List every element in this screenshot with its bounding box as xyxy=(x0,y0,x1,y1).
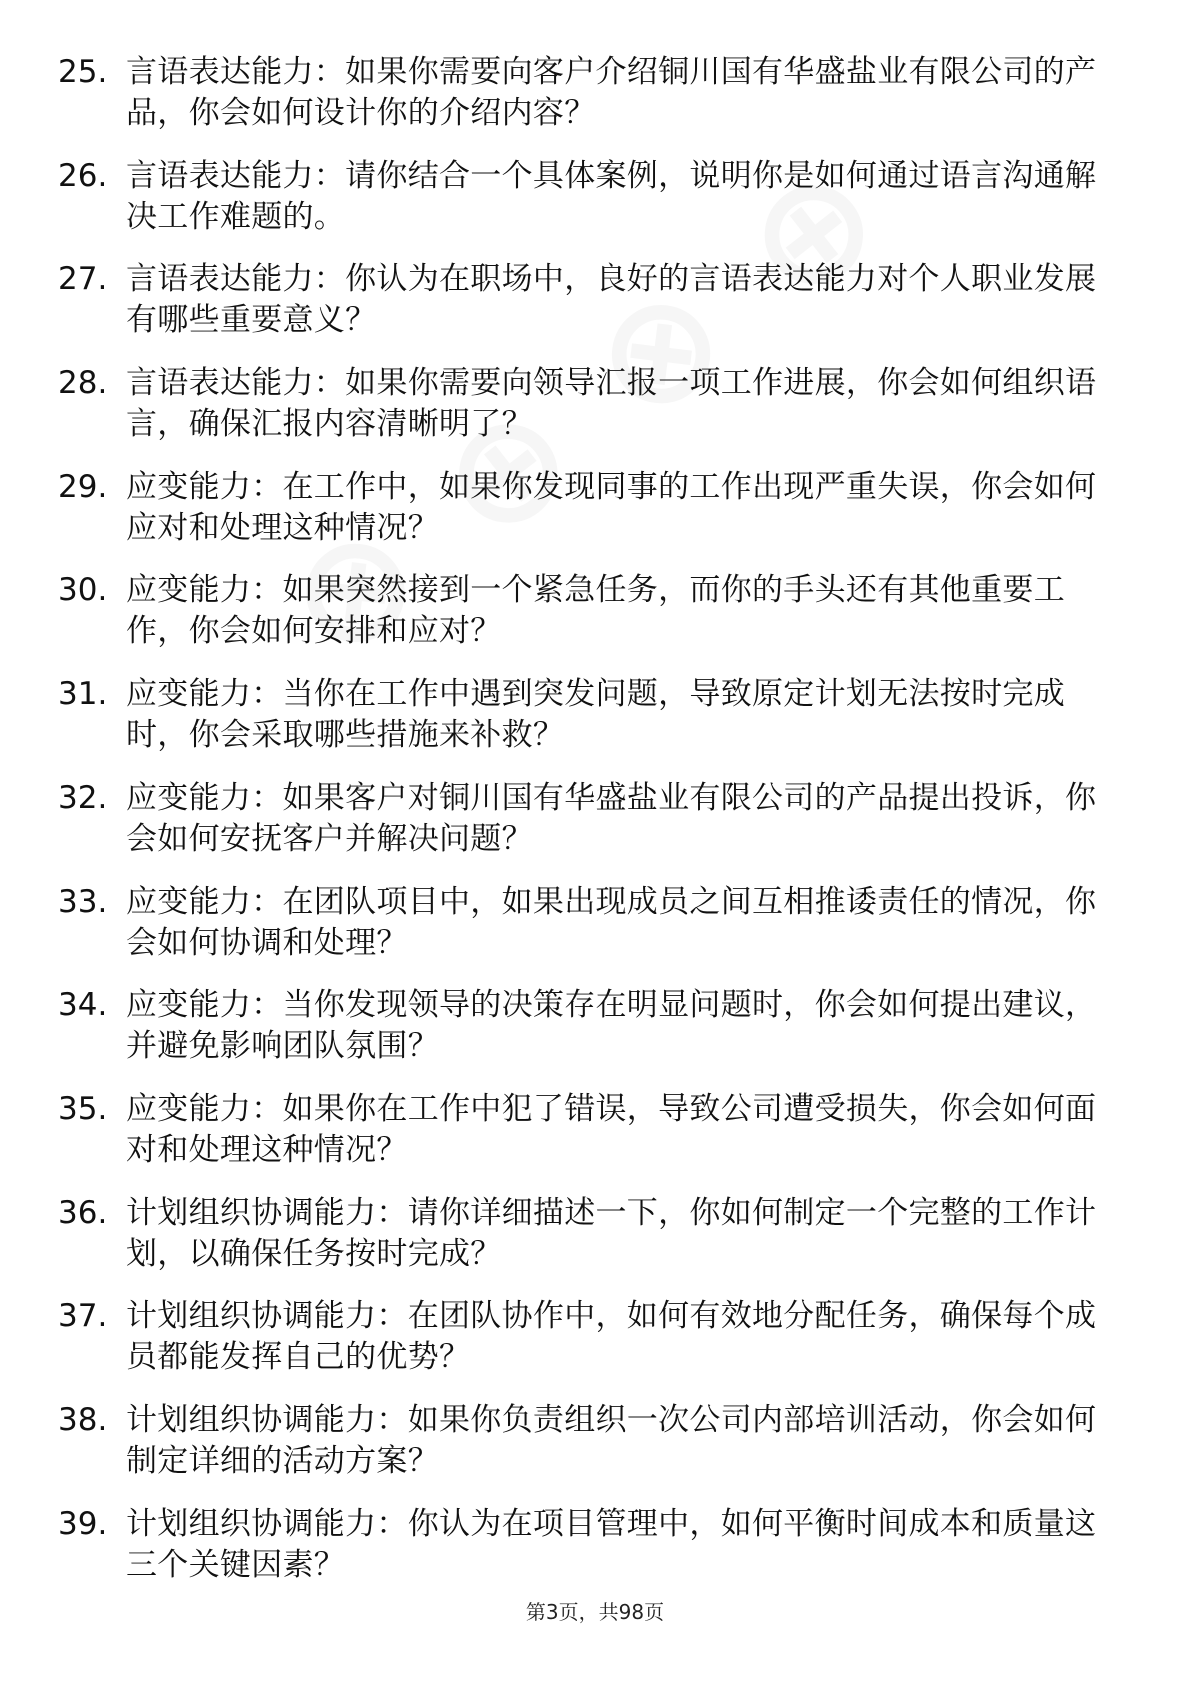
question-number: 28. xyxy=(58,365,108,402)
question-text: 应变能力：当你在工作中遇到突发问题，导致原定计划无法按时完成时，你会采取哪些措施来补救？ xyxy=(126,676,1065,754)
list-item xyxy=(58,1089,1118,1193)
list-item xyxy=(58,1400,1118,1504)
list-item xyxy=(58,882,1118,986)
question-number: 39. xyxy=(58,1505,108,1542)
question-number: 30. xyxy=(58,572,108,609)
page-footer: 第3页，共98页 xyxy=(525,1600,665,1624)
question-text: 应变能力：如果你在工作中犯了错误，导致公司遭受损失，你会如何面对和处理这种情况？ xyxy=(126,1090,1097,1168)
question-number: 34. xyxy=(58,987,108,1024)
question-number: 36. xyxy=(58,1194,108,1231)
question-text: 应变能力：在工作中，如果你发现同事的工作出现严重失误，你会如何应对和处理这种情况？ xyxy=(126,468,1097,546)
list-item xyxy=(58,570,1118,674)
list-item xyxy=(58,156,1118,260)
list-item xyxy=(58,52,1118,156)
question-text: 言语表达能力：如果你需要向领导汇报一项工作进展，你会如何组织语言，确保汇报内容清晰明了？ xyxy=(126,365,1097,443)
question-number: 25. xyxy=(58,54,108,90)
question-text: 应变能力：如果客户对铜川国有华盛盐业有限公司的产品提出投诉，你会如何安抚客户并解决问题？ xyxy=(126,779,1097,857)
question-number: 29. xyxy=(58,468,108,505)
list-item xyxy=(58,363,1118,467)
list-item xyxy=(58,778,1118,882)
question-text: 计划组织协调能力：在团队协作中，如何有效地分配任务，确保每个成员都能发挥自己的优势？ xyxy=(126,1298,1097,1376)
question-number: 35. xyxy=(58,1090,108,1127)
question-text: 言语表达能力：请你结合一个具体案例，说明你是如何通过语言沟通解决工作难题的。 xyxy=(126,157,1097,235)
list-item xyxy=(58,674,1118,778)
question-number: 32. xyxy=(58,779,108,816)
question-number: 38. xyxy=(58,1401,108,1438)
list-item xyxy=(58,259,1118,363)
list-item xyxy=(58,467,1118,571)
question-number: 27. xyxy=(58,261,108,298)
question-number: 31. xyxy=(58,676,108,713)
list-item xyxy=(58,1296,1118,1400)
question-list xyxy=(58,52,1118,1607)
question-text: 言语表达能力：你认为在职场中，良好的言语表达能力对个人职业发展有哪些重要意义？ xyxy=(126,261,1097,339)
question-text: 应变能力：在团队项目中，如果出现成员之间互相推诿责任的情况，你会如何协调和处理？ xyxy=(126,883,1097,961)
list-item xyxy=(58,1504,1118,1608)
question-text: 计划组织协调能力：请你详细描述一下，你如何制定一个完整的工作计划，以确保任务按时完成？ xyxy=(126,1194,1097,1272)
list-item xyxy=(58,1193,1118,1297)
list-item xyxy=(58,985,1118,1089)
question-number: 37. xyxy=(58,1298,108,1335)
question-number: 33. xyxy=(58,883,108,920)
question-text: 计划组织协调能力：你认为在项目管理中，如何平衡时间成本和质量这三个关键因素？ xyxy=(126,1505,1097,1583)
question-text: 应变能力：如果突然接到一个紧急任务，而你的手头还有其他重要工作，你会如何安排和应对？ xyxy=(126,572,1065,650)
question-text: 计划组织协调能力：如果你负责组织一次公司内部培训活动，你会如何制定详细的活动方案？ xyxy=(126,1401,1097,1479)
question-text: 言语表达能力：如果你需要向客户介绍铜川国有华盛盐业有限公司的产品，你会如何设计你的介绍内容？ xyxy=(126,54,1097,131)
question-number: 26. xyxy=(58,157,108,194)
question-text: 应变能力：当你发现领导的决策存在明显问题时，你会如何提出建议，并避免影响团队氛围？ xyxy=(126,987,1097,1065)
